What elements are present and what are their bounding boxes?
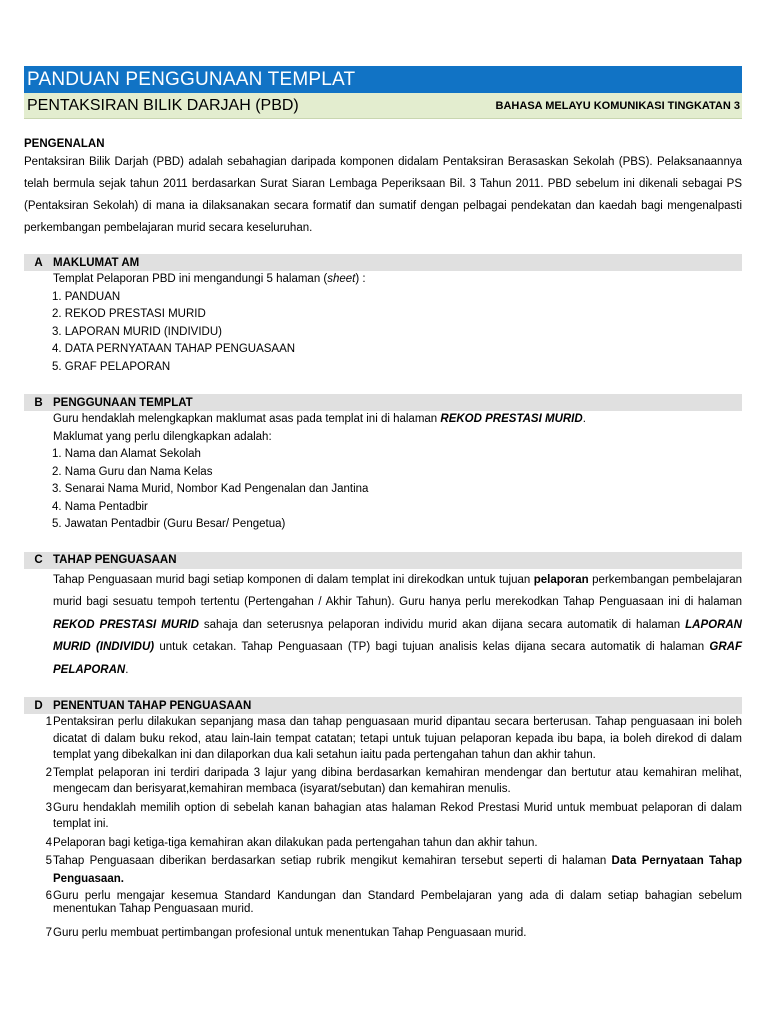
item-text: Guru perlu membuat pertimbangan profesional untuk menentukan Tahap Penguasaan murid. <box>53 927 527 939</box>
item-text-part: Tahap Penguasaan diberikan berdasarkan setiap rubrik mengikut kemahiran tersebut seperti di halaman <box>53 855 612 867</box>
list-item: 1. Nama dan Alamat Sekolah <box>52 448 201 460</box>
numbered-item <box>24 925 742 942</box>
lead-text-end: ) : <box>355 273 366 285</box>
section-title: PENENTUAN TAHAP PENGUASAAN <box>53 699 252 712</box>
numbered-item <box>24 765 742 798</box>
section-b <box>24 394 742 534</box>
list-item: 4. DATA PERNYATAAN TAHAP PENGUASAAN <box>52 343 296 355</box>
item-emphasis: Data Pernyataan Tahap Penguasaan. <box>53 855 742 885</box>
list-item: 5. GRAF PELAPORAN <box>52 360 171 373</box>
lead-emphasis: REKOD PRESTASI MURID <box>440 413 583 425</box>
item-number: 1 <box>45 716 52 728</box>
body-emphasis: GRAF PELAPORAN <box>53 641 742 676</box>
section-c-header <box>24 552 742 569</box>
section-title: TAHAP PENGUASAAN <box>53 554 177 566</box>
lead-emphasis: sheet <box>327 273 356 285</box>
item-text: Guru hendaklah memilih option di sebelah kanan bahagian atas halaman Rekod Prestasi Murid untuk membuat pelaporan di dalam templat ini. <box>53 801 742 830</box>
item-number: 7 <box>45 927 52 939</box>
item-text: Pelaporan bagi ketiga-tiga kemahiran akan dilakukan pada pertengahan tahun dan akhir tahun. <box>53 836 538 849</box>
page-subtitle: PENTAKSIRAN BILIK DARJAH (PBD) <box>27 96 299 114</box>
numbered-item <box>24 852 742 888</box>
section-a <box>24 254 742 376</box>
section-a-lead <box>24 271 742 289</box>
body-emphasis: REKOD PRESTASI MURID <box>53 618 199 631</box>
section-b-lead <box>24 411 742 429</box>
item-text: Templat pelaporan ini terdiri daripada 3 lajur yang dibina berdasarkan kemahiran mendengar dan bertutur atau kemahiran melihat, mengecam dan berisyarat,kemahiran membaca (isyarat/sebutan) dan kemahiran menulis. <box>53 766 742 795</box>
item-text: Pentaksiran perlu dilakukan sepanjang masa dan tahap penguasaan murid dipantau secara berterusan. Tahap penguasaan ini boleh dicatat di dalam buku rekod, atau lain-lain tempat catatan; tetapi untuk tujuan pelaporan kepada ibu bapa, ia boleh direkod di dalam templat yang dibekalkan ini dan dilaporkan dua kali setahun iaitu pada pertengahan tahun dan akhir tahun. <box>53 716 742 761</box>
header-subtitle-bar <box>24 93 742 119</box>
section-letter: B <box>34 396 43 409</box>
lead-text-end: . <box>582 413 586 425</box>
body-text: Tahap Penguasaan murid bagi setiap komponen di dalam templat ini direkodkan untuk tujuan <box>53 573 534 586</box>
body-text: sahaja dan seterusnya pelaporan individu murid akan dijana secara automatik di halaman <box>198 618 686 631</box>
numbered-item <box>24 890 742 916</box>
list-item: 1. PANDUAN <box>52 290 121 303</box>
list-item: 3. LAPORAN MURID (INDIVIDU) <box>52 325 222 338</box>
section-c <box>24 552 742 682</box>
section-d-header <box>24 697 742 714</box>
item-text: Guru perlu mengajar kesemua Standard Kandungan dan Standard Pembelajaran yang ada di dalam setiap bahagian sebelum menentukan Tahap Penguasaan murid. <box>53 890 742 915</box>
body-emphasis: pelaporan <box>533 573 589 586</box>
section-letter: C <box>34 554 43 566</box>
item-number: 3 <box>45 801 52 814</box>
section-a-header <box>24 254 742 271</box>
section-title: PENGGUNAAN TEMPLAT <box>53 396 193 409</box>
lead-text: Guru hendaklah melengkapkan maklumat asas pada templat ini di halaman <box>53 413 441 425</box>
body-text: untuk cetakan. Tahap Penguasaan (TP) bagi tujuan analisis kelas dijana secara automatik di halaman <box>154 641 710 653</box>
intro-body: Pentaksiran Bilik Darjah (PBD) adalah sebahagian daripada komponen didalam Pentaksiran Berasaskan Sekolah (PBS). Pelaksanaannya telah bermula sejak tahun 2011 berdasarkan Surat Siaran Lembaga Peperiksaan Bil. 3 Tahun 2011. PBD sebelum ini dikenali sebagai PS (Pentaksiran Sekolah) di mana ia dilaksanakan secara formatif dan sumatif dengan pelbagai pendekatan dan kaedah bagi mengenalpasti perkembangan pembelajaran murid secara keseluruhan. <box>24 156 742 234</box>
section-d <box>24 697 742 942</box>
list-item: 2. REKOD PRESTASI MURID <box>52 308 206 320</box>
numbered-item <box>24 714 742 764</box>
intro-section <box>24 137 742 239</box>
list-item: 3. Senarai Nama Murid, Nombor Kad Pengenalan dan Jantina <box>52 483 369 495</box>
section-b-lead2: Maklumat yang perlu dilengkapkan adalah: <box>53 430 272 443</box>
body-text: . <box>125 663 129 676</box>
body-text: perkembangan pembelajaran murid bagi sesuatu tempoh tertentu (Pertengahan / Akhir Tahun). Guru hanya perlu merekodkan Tahap Penguasaan ini di halaman <box>53 573 743 608</box>
guide-page <box>24 66 742 942</box>
list-item: 5. Jawatan Pentadbir (Guru Besar/ Pengetua) <box>52 518 286 530</box>
item-number: 5 <box>45 855 52 867</box>
item-text <box>53 852 742 888</box>
numbered-item <box>24 835 742 852</box>
item-number: 4 <box>45 836 52 849</box>
item-number: 2 <box>45 766 52 779</box>
item-number: 6 <box>45 890 52 902</box>
section-letter: A <box>34 256 43 269</box>
page-title: PANDUAN PENGGUNAAN TEMPLAT <box>24 66 742 93</box>
list-item: 4. Nama Pentadbir <box>52 500 148 513</box>
intro-heading: PENGENALAN <box>24 138 105 150</box>
list-item: 2. Nama Guru dan Nama Kelas <box>52 465 213 478</box>
subject-label: BAHASA MELAYU KOMUNIKASI TINGKATAN 3 <box>495 99 740 112</box>
section-letter: D <box>34 699 43 712</box>
body-emphasis: LAPORAN MURID (INDIVIDU) <box>53 618 742 653</box>
numbered-item <box>24 800 742 833</box>
section-title: MAKLUMAT AM <box>53 256 140 269</box>
section-c-body <box>24 569 742 682</box>
lead-text: Templat Pelaporan PBD ini mengandungi 5 halaman ( <box>53 273 328 285</box>
section-b-header <box>24 394 742 411</box>
